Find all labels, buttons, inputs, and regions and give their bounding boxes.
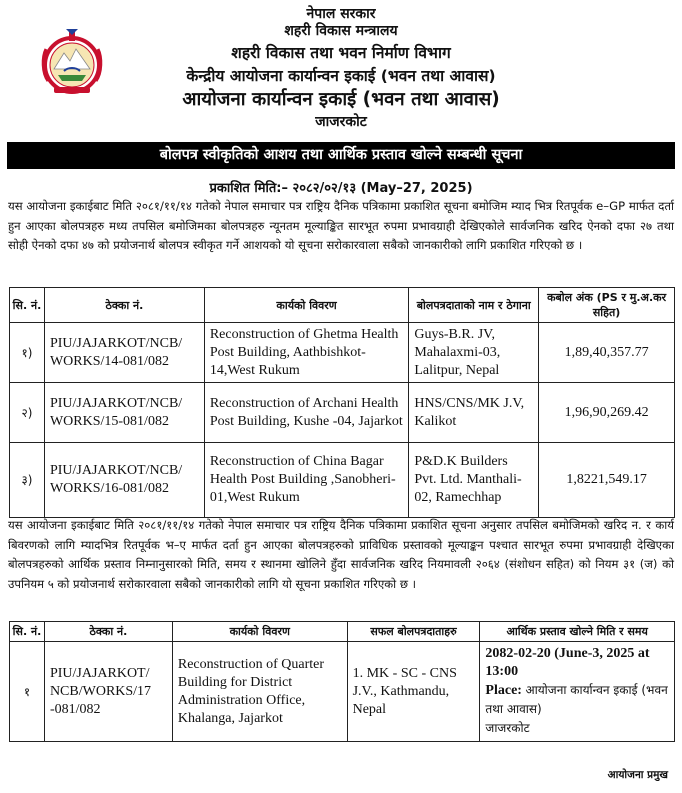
- table-row: [10, 642, 675, 742]
- col-header-contract: ठेक्का नं.: [44, 622, 172, 642]
- table-row: [10, 323, 675, 383]
- row-bidder: Guys-B.R. JV, Mahalaxmi-03, Lalitpur, Nepal: [409, 323, 539, 383]
- header-ministry: शहरी विकास मन्त्रालय: [284, 23, 398, 39]
- row-sn: ३): [10, 443, 45, 518]
- col-header-amount: कबोल अंक (PS र मु.अ.कर सहित): [539, 288, 675, 323]
- col-header-datetime: आर्थिक प्रस्ताव खोल्ने मिति र समय: [480, 622, 675, 642]
- header-department: शहरी विकास तथा भवन निर्माण विभाग: [231, 44, 451, 62]
- row-amount: 1,8221,549.17: [539, 443, 675, 518]
- intro-paragraph: यस आयोजना इकाईबाट मिति २०८१/११/१४ गतेको नेपाल समाचार पत्र राष्ट्रिय दैनिक पत्रिकामा प्रकाशित सूचना बमोजिम म्याद भित्र रितपूर्वक e–GP मार्फत दर्ता हुन आएका बोलपत्रहरु मध्य तपसिल बमोजिमका बोलपत्रहरु न्यूनतम मूल्याङ्कित सारभूत रुपमा प्रभावग्राही देखिएकोले सार्वजनिक खरिद ऐनको दफा २७ तथा सोही ऐनको दफा ४७ को प्रयोजनार्थ बोलपत्र स्वीकृत गर्ने आशयको यो सूचना सरोकारवाला सबैको जानकारीको लागि प्रकाशित गरिएको छ ।: [8, 199, 674, 252]
- row-contract: PIU/JAJARKOT/NCB/ WORKS/14-081/082: [44, 323, 204, 383]
- col-header-description: कार्यको विवरण: [172, 622, 347, 642]
- header-project-unit: आयोजना कार्यान्वन इकाई (भवन तथा आवास): [182, 89, 500, 110]
- financial-proposal-paragraph: यस आयोजना इकाईबाट मिति २०८१/११/१४ गतेको नेपाल समाचार पत्र राष्ट्रिय दैनिक पत्रिकामा प्रकाशित सूचना अनुसार तपसिल बमोजिमको खरिद न. र कार्य बिवरणको लागि म्यादभित्र रितपूर्वक भ–ए मार्फत दर्ता हुन आएका बोलपत्रहरुको प्राविधिक प्रस्तावको मूल्याङ्कन पश्चात सारभूत रुपमा प्रभावग्राही देखिएका बोलपत्रहरुको आर्थिक प्रस्ताव निम्नानुसारको मिति, समय र स्थानमा खोलिने हुँदा सार्वजनिक खरिद नियमावली २०६४ (संशोधन सहित) को नियम ३१ (ज) को उपनियम ५ को प्रयोजनार्थ सरोकारवाला सबैको जानकारीको लागि यो सूचना प्रकाशित गरिएको छ ।: [8, 518, 674, 591]
- row-contract: PIU/JAJARKOT/NCB/ WORKS/15-081/082: [44, 383, 204, 443]
- row-amount: 1,89,40,357.77: [539, 323, 675, 383]
- row-bidders: 1. MK - SC - CNS J.V., Kathmandu, Nepal: [347, 642, 480, 742]
- col-header-description: कार्यको विवरण: [204, 288, 408, 323]
- header-location: जाजरकोट: [315, 114, 367, 130]
- opening-datetime: 2082-02-20 (June-3, 2025 at 13:00: [485, 646, 650, 679]
- row-sn: १: [10, 642, 45, 742]
- header-central-unit: केन्द्रीय आयोजना कार्यान्वन इकाई (भवन तथा आवास): [186, 67, 496, 85]
- notice-title-banner: बोलपत्र स्वीकृतिको आशय तथा आर्थिक प्रस्ताव खोल्ने सम्बन्धी सूचना: [7, 142, 675, 169]
- place-label: Place:: [485, 683, 522, 698]
- col-header-sn: सि. नं.: [10, 622, 45, 642]
- row-description: Reconstruction of Archani Health Post Building, Kushe -04, Jajarkot: [204, 383, 408, 443]
- row-bidder: P&D.K Builders Pvt. Ltd. Manthali-02, Ramechhap: [409, 443, 539, 518]
- col-header-bidders: सफल बोलपत्रदाताहरु: [347, 622, 480, 642]
- row-sn: २): [10, 383, 45, 443]
- table-header-row: [10, 288, 675, 323]
- financial-opening-table: [9, 621, 675, 742]
- row-contract: PIU/JAJARKOT/NCB/ WORKS/16-081/082: [44, 443, 204, 518]
- row-contract: PIU/JAJARKOT/ NCB/WORKS/17 -081/082: [44, 642, 172, 742]
- bid-acceptance-table: [9, 287, 675, 518]
- row-bidder: HNS/CNS/MK J.V, Kalikot: [409, 383, 539, 443]
- header-government: नेपाल सरकार: [306, 6, 376, 22]
- col-header-sn: सि. नं.: [10, 288, 45, 323]
- opening-place-city: जाजरकोट: [485, 721, 530, 735]
- published-date: प्रकाशित मिति:– २०८२/०२/१३ (May–27, 2025): [209, 181, 473, 196]
- row-description: Reconstruction of Quarter Building for District Administration Office, Khalanga, Jajarkot: [172, 642, 347, 742]
- table-header-row: [10, 622, 675, 642]
- row-datetime-cell: [480, 642, 675, 742]
- signature-label: आयोजना प्रमुख: [607, 769, 668, 781]
- row-amount: 1,96,90,269.42: [539, 383, 675, 443]
- row-sn: १): [10, 323, 45, 383]
- row-description: Reconstruction of Ghetma Health Post Building, Aathbishkot-14,West Rukum: [204, 323, 408, 383]
- table-row: [10, 383, 675, 443]
- col-header-contract: ठेक्का नं.: [44, 288, 204, 323]
- col-header-bidder: बोलपत्रदाताको नाम र ठेगाना: [409, 288, 539, 323]
- opening-place: आयोजना कार्यान्वन इकाई (भवन तथा आवास): [485, 683, 668, 716]
- row-description: Reconstruction of China Bagar Health Post Building ,Sanobheri-01,West Rukum: [204, 443, 408, 518]
- table-row: [10, 443, 675, 518]
